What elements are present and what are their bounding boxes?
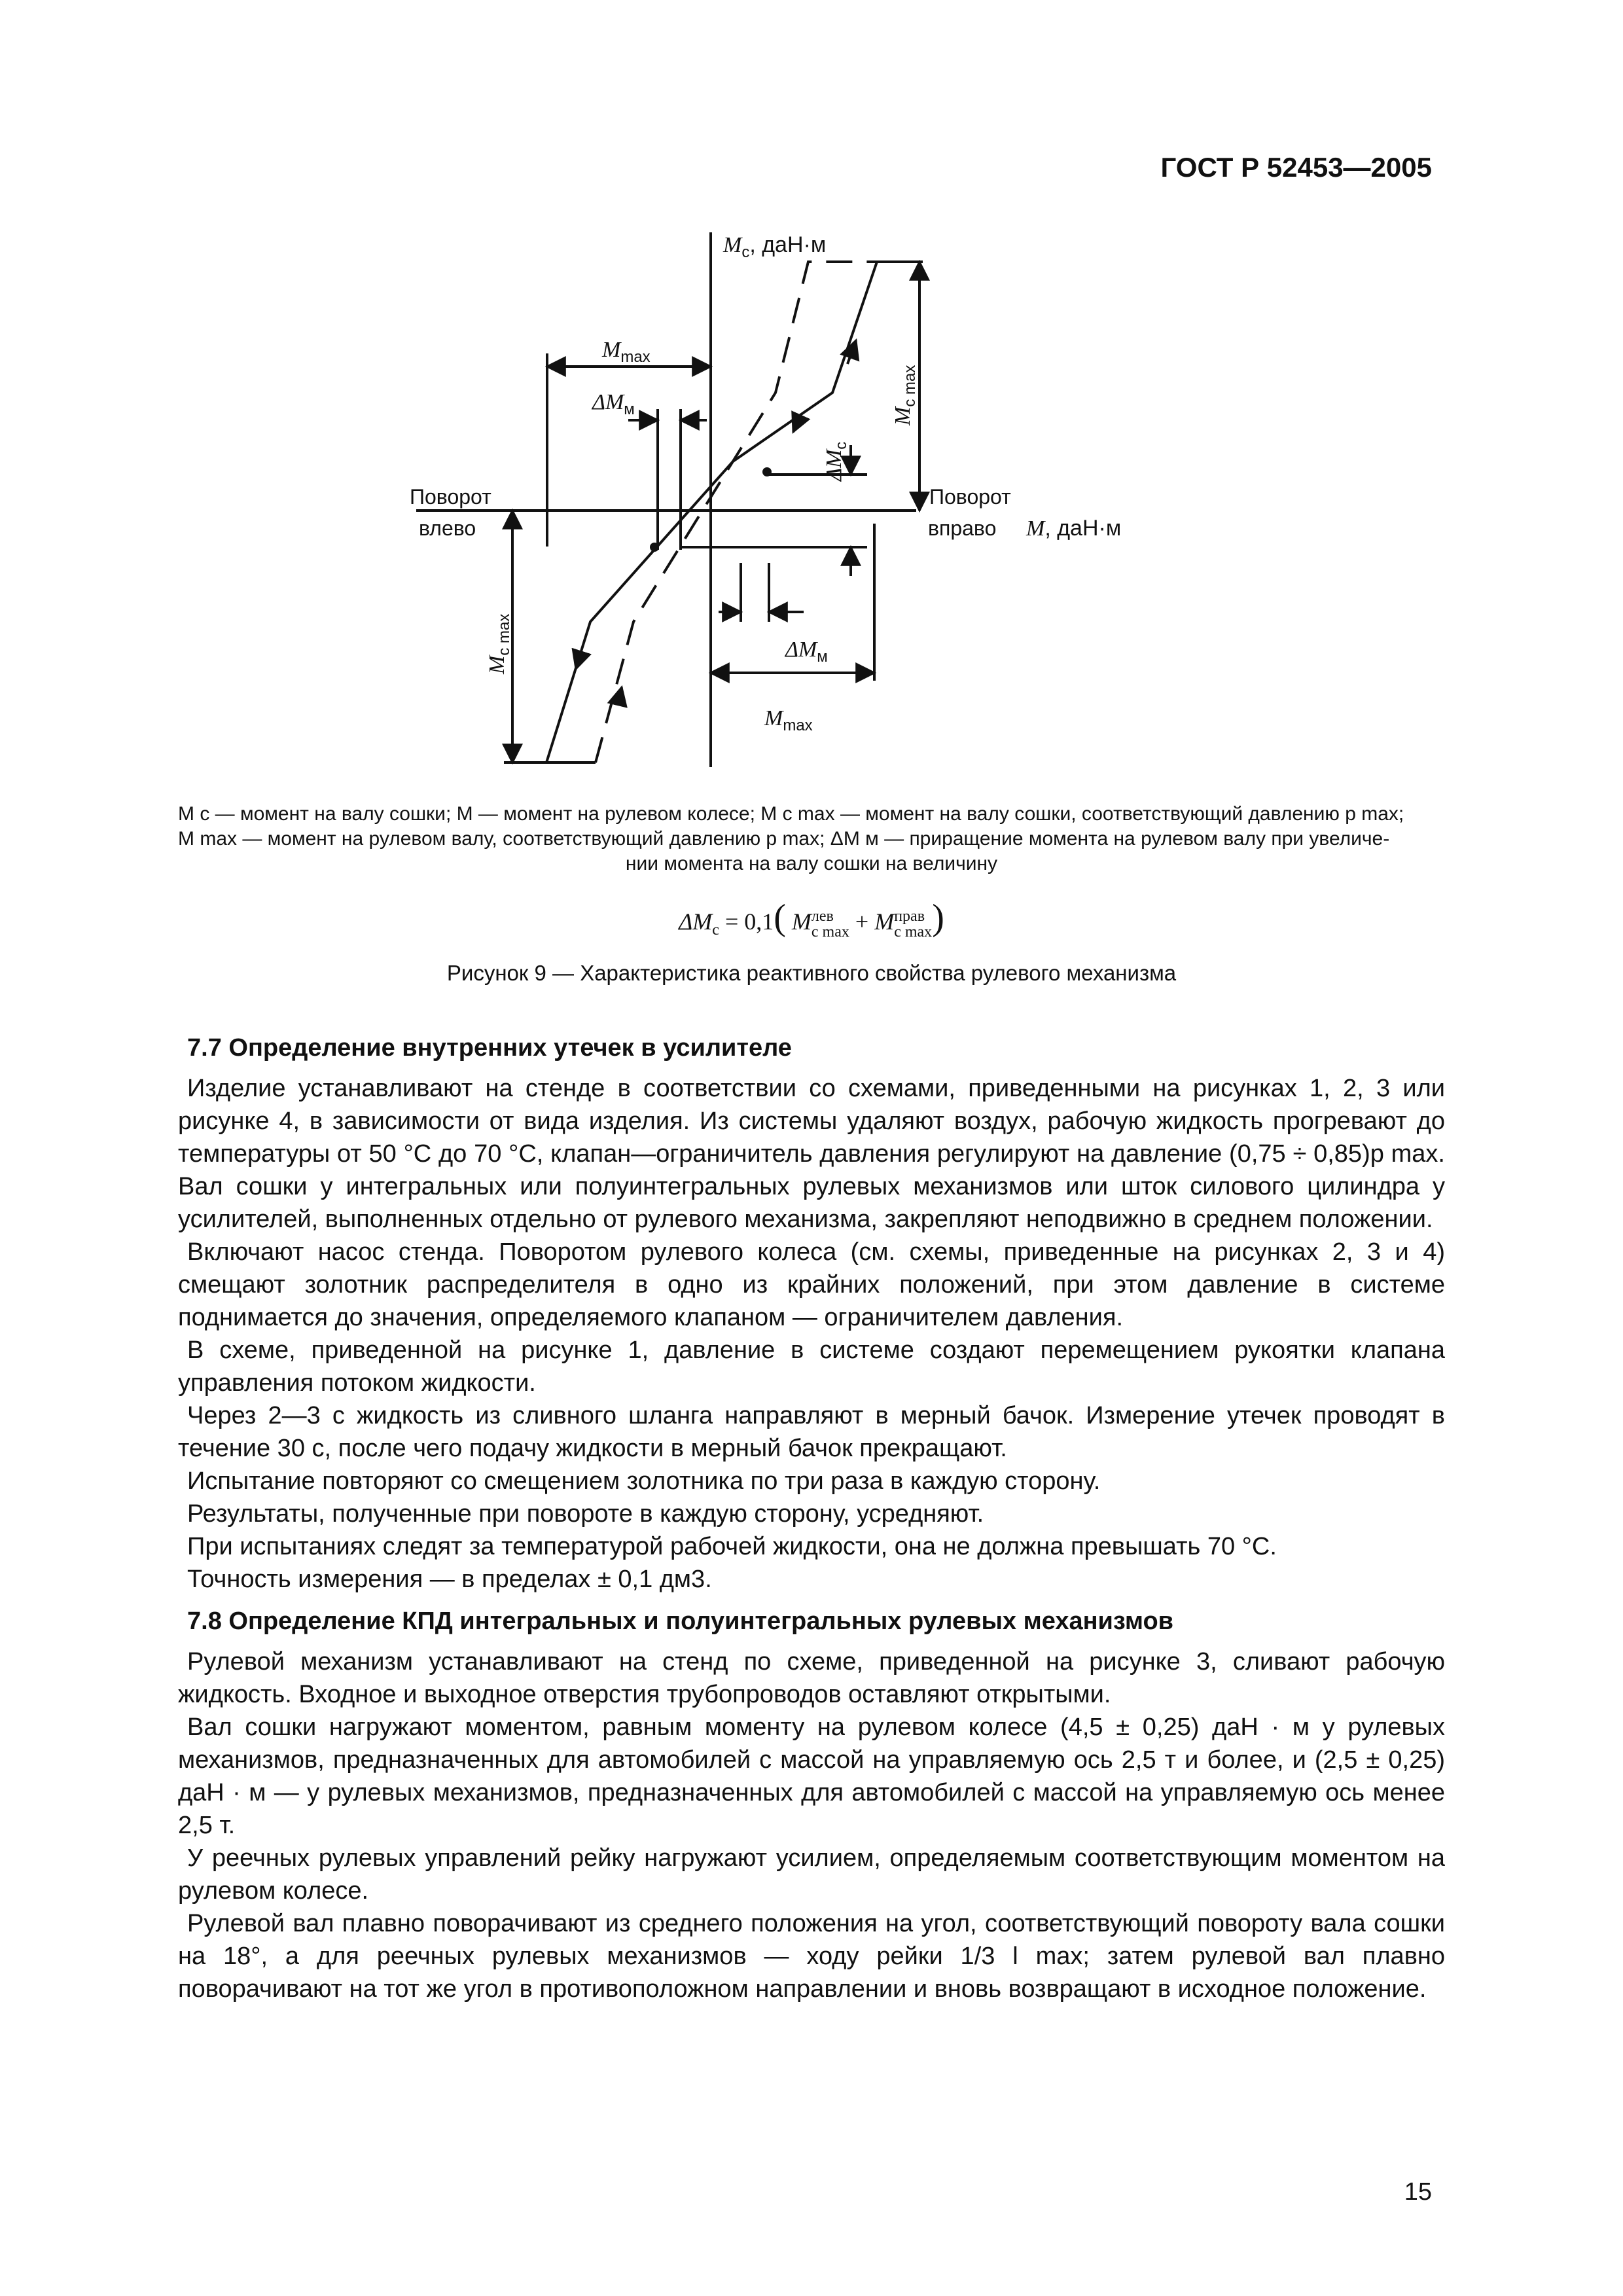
- delta-m-m-label-top: ΔM: [592, 390, 624, 414]
- legend-line-2: M max — момент на рулевом валу, соответствующий давлению p max; ΔM м — приращение момента на рулевом валу при увеличе-: [178, 828, 1390, 850]
- svg-text:Mс, даН·м: $M_с$, даН·м: [723, 232, 827, 261]
- y-axis-label: M: [723, 233, 742, 257]
- svg-text:ΔMс: $\Delta M_с$: [822, 441, 850, 481]
- legend-line-1: M с — момент на валу сошки; M — момент на рулевом колесе; M с max — момент на валу сошки, соответствующий давлению p max;: [178, 803, 1404, 825]
- section-7-7-heading: 7.7 Определение внутренних утечек в усилителе: [187, 1034, 792, 1062]
- delta-mc-formula: $\Delta M_с = 0,1$( Mлев с max + Mправ с max): [679, 897, 944, 941]
- delta-m-m-label-bottom: ΔM: [785, 637, 817, 662]
- paragraph: Изделие устанавливают на стенде в соответствии со схемами, приведенными на рисунках 1, 2, 3 или рисунке 4, в зависимости от вида изделия. Из системы удаляют воздух, рабочую жидкость прогревают до температуры от 50 °С до 70 °С, клапан—ограничитель давления регулируют на давление (0,75 ÷ 0,85)p max. Вал сошки у интегральных или полуинтегральных рулевых механизмов или шток силового цилиндра у усилителей, выполненных отдельно от рулевого механизма, закрепляют неподвижно в среднем положении.: [178, 1075, 1445, 1233]
- paragraph: Результаты, полученные при повороте в каждую сторону, усредняют.: [187, 1500, 984, 1528]
- section-7-8-heading: 7.8 Определение КПД интегральных и полуинтегральных рулевых механизмов: [187, 1607, 1174, 1635]
- left-turn-label: Поворот: [410, 485, 491, 509]
- paragraph: Испытание повторяют со смещением золотника по три раза в каждую сторону.: [187, 1467, 1101, 1495]
- reactive-property-diagram: [0, 0, 1623, 798]
- svg-text:ΔMм: $\Delta M_м$: [592, 390, 635, 418]
- page-number: 15: [1404, 2178, 1432, 2206]
- svg-text:Mmax: $M_{max}$: [764, 706, 813, 734]
- m-max-label-bottom: M: [764, 706, 783, 730]
- paragraph: Рулевой вал плавно поворачивают из среднего положения на угол, соответствующий повороту вала сошки на 18°, а для реечных рулевых механизмов — ходу рейки 1/3 l max; затем рулевой вал плавно поворачивают на тот же угол в противоположном направлении и вновь возвращают в исходное положение.: [178, 1910, 1445, 2003]
- svg-text:Mmax: $M_{max}$: [602, 338, 651, 366]
- paragraph: У реечных рулевых управлений рейку нагружают усилием, определяемым соответствующим моментом на рулевом колесе.: [178, 1844, 1445, 1905]
- left-turn-label-2: влево: [419, 516, 476, 540]
- document-number: ГОСТ Р 52453—2005: [1160, 152, 1432, 183]
- mc-max-label-left: M: [485, 655, 509, 674]
- legend-line-3: нии момента на валу сошки на величину: [625, 853, 998, 874]
- svg-text:Mс max: $M_{с max}$: [485, 613, 513, 674]
- paragraph: Вал сошки нагружают моментом, равным моменту на рулевом колесе (4,5 ± 0,25) даН · м у рулевых механизмов, предназначенных для автомобилей с массой на управляемую ось 2,5 т и более, и (2,5 ± 0,25) даН · м — у рулевых механизмов, предназначенных для автомобилей с массой на управляемую ось менее 2,5 т.: [178, 1713, 1445, 1839]
- m-max-label-top: M: [602, 338, 621, 362]
- paragraph: Включают насос стенда. Поворотом рулевого колеса (см. схемы, приведенные на рисунках 2, 3 и 4) смещают золотник распределителя в одно из крайних положений, при этом давление в системе поднимается до значения, определяемого клапаном — ограничителем давления.: [178, 1238, 1445, 1331]
- figure-caption: Рисунок 9 — Характеристика реактивного свойства рулевого механизма: [446, 961, 1177, 985]
- paragraph: Рулевой механизм устанавливают на стенд по схеме, приведенной на рисунке 3, сливают рабочую жидкость. Входное и выходное отверстия трубопроводов оставляют открытыми.: [178, 1648, 1445, 1708]
- right-turn-label-2: вправо: [928, 516, 997, 540]
- main-text: [178, 1026, 1445, 2005]
- mc-max-label-right: M: [891, 406, 915, 425]
- figure-legend: [178, 802, 1445, 876]
- delta-m-c-label: ΔM: [822, 449, 846, 481]
- paragraph: Через 2—3 с жидкость из сливного шланга направляют в мерный бачок. Измерение утечек проводят в течение 30 с, после чего подачу жидкости в мерный бачок прекращают.: [178, 1402, 1445, 1462]
- x-axis-label: M: [1026, 516, 1045, 541]
- svg-text:M, даН·м: M, даН·м: [1026, 516, 1122, 541]
- paragraph: В схеме, приведенной на рисунке 1, давление в системе создают перемещением рукоятки клапана управления потоком жидкости.: [178, 1336, 1445, 1397]
- paragraph: Точность измерения — в пределах ± 0,1 дм3.: [187, 1566, 712, 1593]
- paragraph: При испытаниях следят за температурой рабочей жидкости, она не должна превышать 70 °С.: [187, 1533, 1277, 1560]
- svg-text:Mс max: $M_{с max}$: [891, 365, 919, 425]
- dashed-curve: [596, 262, 877, 762]
- svg-text:ΔMм: $\Delta M_м$: [785, 637, 828, 666]
- right-turn-label: Поворот: [929, 485, 1011, 509]
